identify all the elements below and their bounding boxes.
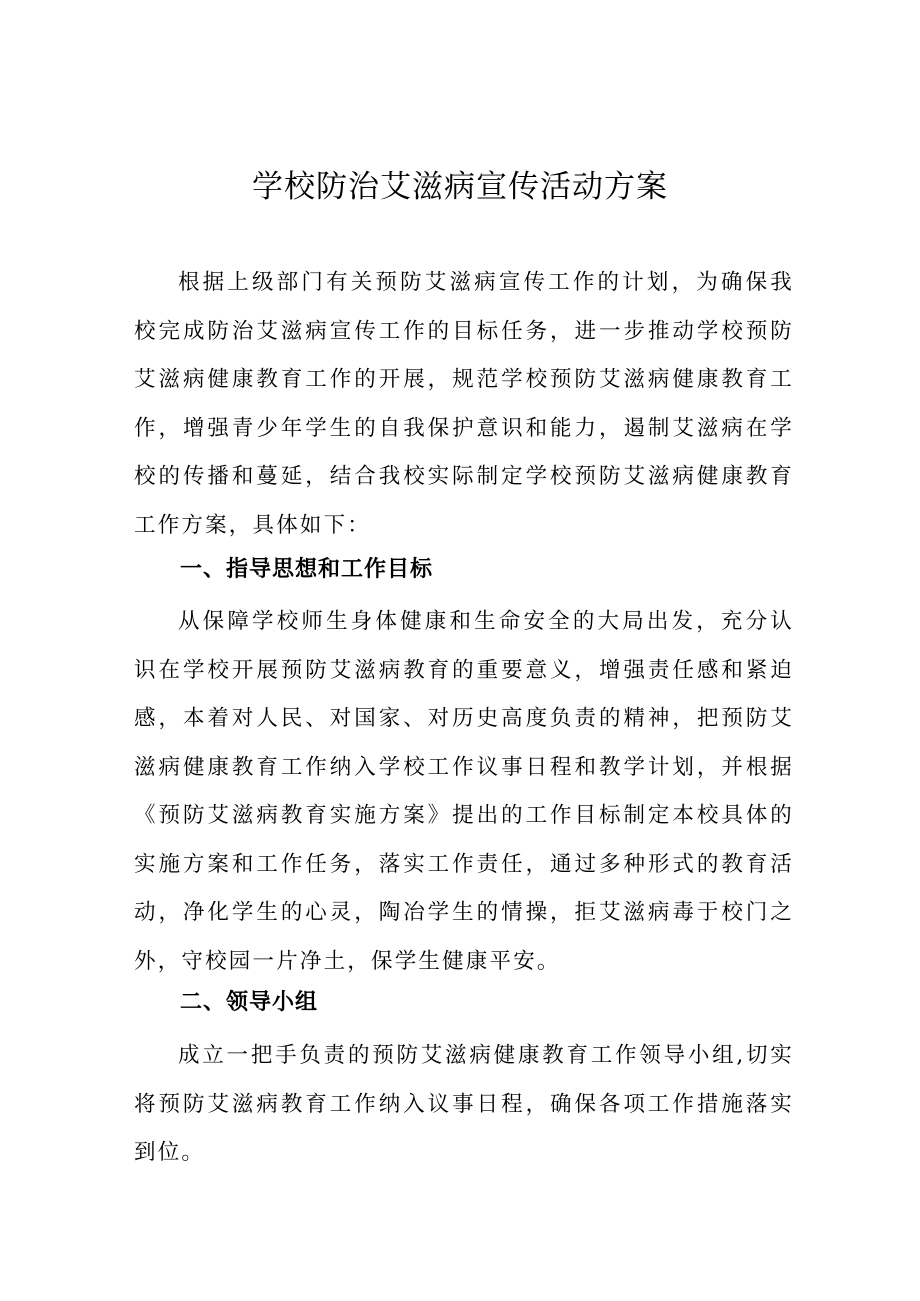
- intro-paragraph: 根据上级部门有关预防艾滋病宣传工作的计划，为确保我校完成防治艾滋病宣传工作的目标任务，进一步推动学校预防艾滋病健康教育工作的开展，规范学校预防艾滋病健康教育工作，增强青少年学生的自我保护意识和能力，遏制艾滋病在学校的传播和蔓延，结合我校实际制定学校预防艾滋病健康教育工作方案，具体如下：: [134, 270, 794, 538]
- section-heading-leadership-group: 二、领导小组: [180, 990, 319, 1015]
- section-paragraph-leadership-group: 成立一把手负责的预防艾滋病健康教育工作领导小组,切实将预防艾滋病教育工作纳入议事日程，确保各项工作措施落实到位。: [134, 1043, 794, 1165]
- section-paragraph-guiding-ideology: 从保障学校师生身体健康和生命安全的大局出发，充分认识在学校开展预防艾滋病教育的重要意义，增强责任感和紧迫感，本着对人民、对国家、对历史高度负责的精神，把预防艾滋病健康教育工作纳入学校工作议事日程和教学计划，并根据《预防艾滋病教育实施方案》提出的工作目标制定本校具体的实施方案和工作任务，落实工作责任，通过多种形式的教育活动，净化学生的心灵，陶冶学生的情操，拒艾滋病毒于校门之外，守校园一片净土，保学生健康平安。: [134, 609, 794, 974]
- document-title: 学校防治艾滋病宣传活动方案: [252, 169, 668, 205]
- section-heading-guiding-ideology: 一、指导思想和工作目标: [180, 557, 434, 582]
